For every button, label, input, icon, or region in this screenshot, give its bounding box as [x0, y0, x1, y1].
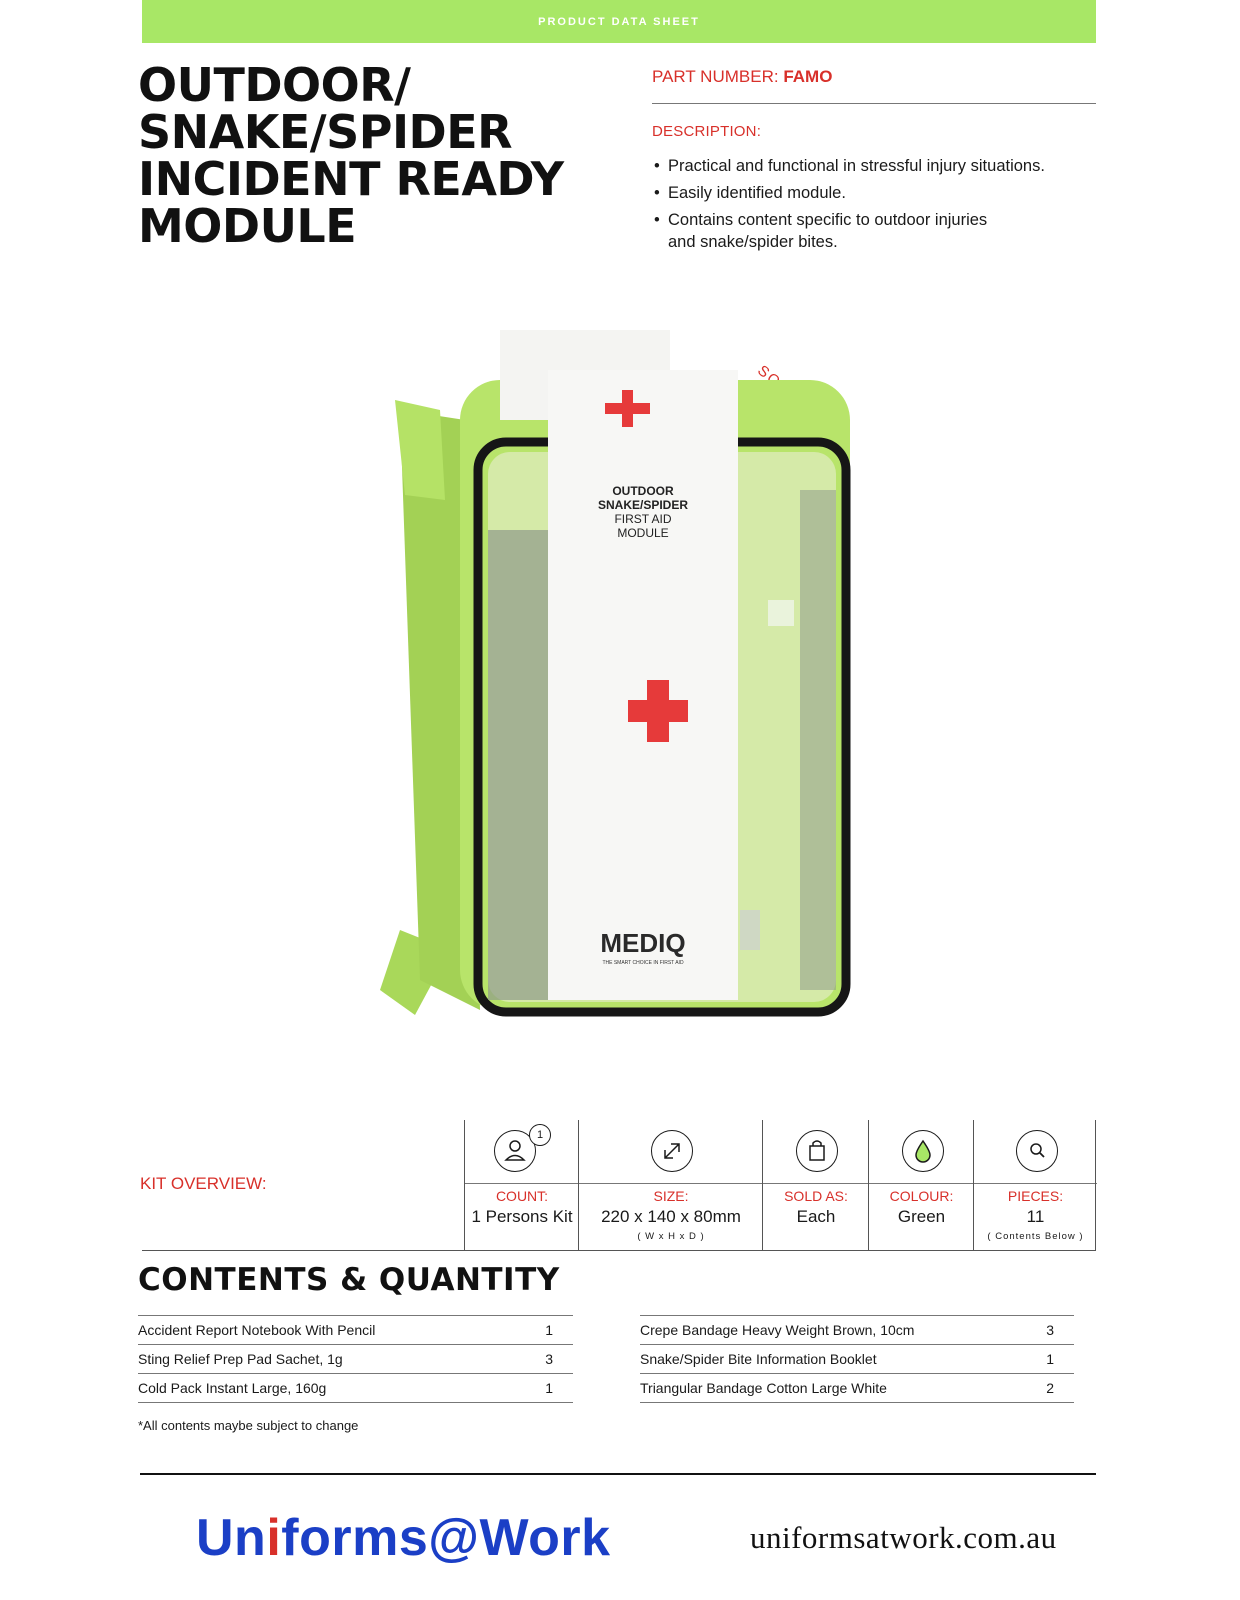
overview-label: SOLD AS: [784, 1188, 848, 1204]
barcode [740, 910, 760, 950]
brand-logo: MEDIQ [600, 928, 686, 958]
overview-label: PIECES: [1007, 1188, 1064, 1204]
person-logo-icon: i [266, 1509, 282, 1567]
overview-value: 220 x 140 x 80mm [601, 1207, 741, 1226]
description-heading: DESCRIPTION: [652, 123, 762, 140]
resize-arrow-icon [651, 1130, 693, 1172]
divider [465, 1183, 579, 1184]
part-number [652, 67, 832, 87]
company-logo: Uniforms@Work [196, 1509, 611, 1567]
table-row [138, 1315, 573, 1344]
title-line: SNAKE/SPIDER [138, 105, 513, 159]
divider [869, 1183, 974, 1184]
colour-drop-icon [902, 1130, 944, 1172]
description-list [654, 155, 1084, 258]
divider [142, 1250, 1096, 1251]
overview-label: COUNT: [495, 1188, 549, 1204]
overview-value: Green [897, 1207, 946, 1226]
kit-overview-heading: KIT OVERVIEW: [140, 1174, 267, 1193]
item-qty: 3 [545, 1351, 553, 1367]
bag-handle [395, 400, 445, 500]
divider [652, 103, 1096, 104]
magnifier-icon [1016, 1130, 1058, 1172]
overview-value: Each [796, 1207, 836, 1226]
sleeve-text: SNAKE/SPIDER [597, 498, 689, 512]
product-image [380, 330, 870, 1030]
overview-cell-colour [868, 1120, 974, 1250]
header-banner [142, 0, 1096, 43]
page-title [138, 58, 608, 253]
description-bullet: • Practical and functional in stressful injury situations. [654, 155, 1084, 177]
overview-sub: ( W x H x D ) [637, 1231, 705, 1242]
title-line: INCIDENT READY [138, 152, 564, 206]
brand-tagline: THE SMART CHOICE IN FIRST AID [602, 960, 684, 966]
sleeve-text: FIRST AID [614, 512, 672, 526]
overview-value: 1 Persons Kit [471, 1207, 573, 1226]
banner-text: PRODUCT DATA SHEET [538, 15, 700, 28]
part-number-label: PART NUMBER: [652, 67, 784, 86]
table-row [138, 1344, 573, 1373]
product-sleeve [548, 370, 738, 1000]
divider [579, 1183, 763, 1184]
sleeve-text: OUTDOOR [612, 484, 674, 498]
title-line: OUTDOOR/ [138, 58, 411, 112]
contents-heading: CONTENTS & QUANTITY [138, 1262, 560, 1298]
overview-label: SIZE: [653, 1188, 689, 1204]
overview-label: COLOUR: [889, 1188, 954, 1204]
contents-table-left [138, 1315, 573, 1403]
divider [1095, 1120, 1096, 1250]
window-shade [800, 490, 836, 990]
description-bullet: • Easily identified module. [654, 182, 1084, 204]
contents-table-right [640, 1315, 1074, 1403]
shopping-bag-icon [796, 1130, 838, 1172]
table-row [640, 1344, 1074, 1373]
title-line: MODULE [138, 199, 357, 253]
overview-cell-size [578, 1120, 763, 1250]
item-qty: 1 [1046, 1351, 1054, 1367]
website-link[interactable]: uniformsatwork.com.au [750, 1520, 1057, 1555]
item-qty: 1 [545, 1322, 553, 1338]
overview-cell-pieces [973, 1120, 1097, 1250]
item-name: Accident Report Notebook With Pencil [138, 1322, 376, 1338]
item-qty: 2 [1046, 1380, 1054, 1396]
item-name: Triangular Bandage Cotton Large White [640, 1380, 887, 1396]
overview-cell-sold-as [762, 1120, 869, 1250]
contents-note: *All contents maybe subject to change [138, 1418, 359, 1433]
item-qty: 3 [1046, 1322, 1054, 1338]
inner-label [768, 600, 794, 626]
overview-value: 11 [1026, 1207, 1045, 1226]
item-name: Cold Pack Instant Large, 160g [138, 1380, 327, 1396]
divider [763, 1183, 869, 1184]
description-bullet: • Contains content specific to outdoor injuries and snake/spider bites. [654, 209, 998, 253]
table-row [138, 1373, 573, 1403]
table-row [640, 1315, 1074, 1344]
item-name: Sting Relief Prep Pad Sachet, 1g [138, 1351, 343, 1367]
sleeve-text: MODULE [617, 526, 669, 540]
kit-overview-table [464, 1120, 1096, 1250]
divider [974, 1183, 1097, 1184]
part-number-value: FAMO [783, 67, 833, 86]
count-badge: 1 [529, 1124, 551, 1146]
item-name: Crepe Bandage Heavy Weight Brown, 10cm [640, 1322, 915, 1338]
item-name: Snake/Spider Bite Information Booklet [640, 1351, 877, 1367]
overview-cell-count [464, 1120, 579, 1250]
overview-sub: ( Contents Below ) [987, 1231, 1084, 1242]
item-qty: 1 [545, 1380, 553, 1396]
footer-divider [140, 1473, 1096, 1475]
table-row [640, 1373, 1074, 1403]
window-shade [488, 530, 548, 1000]
